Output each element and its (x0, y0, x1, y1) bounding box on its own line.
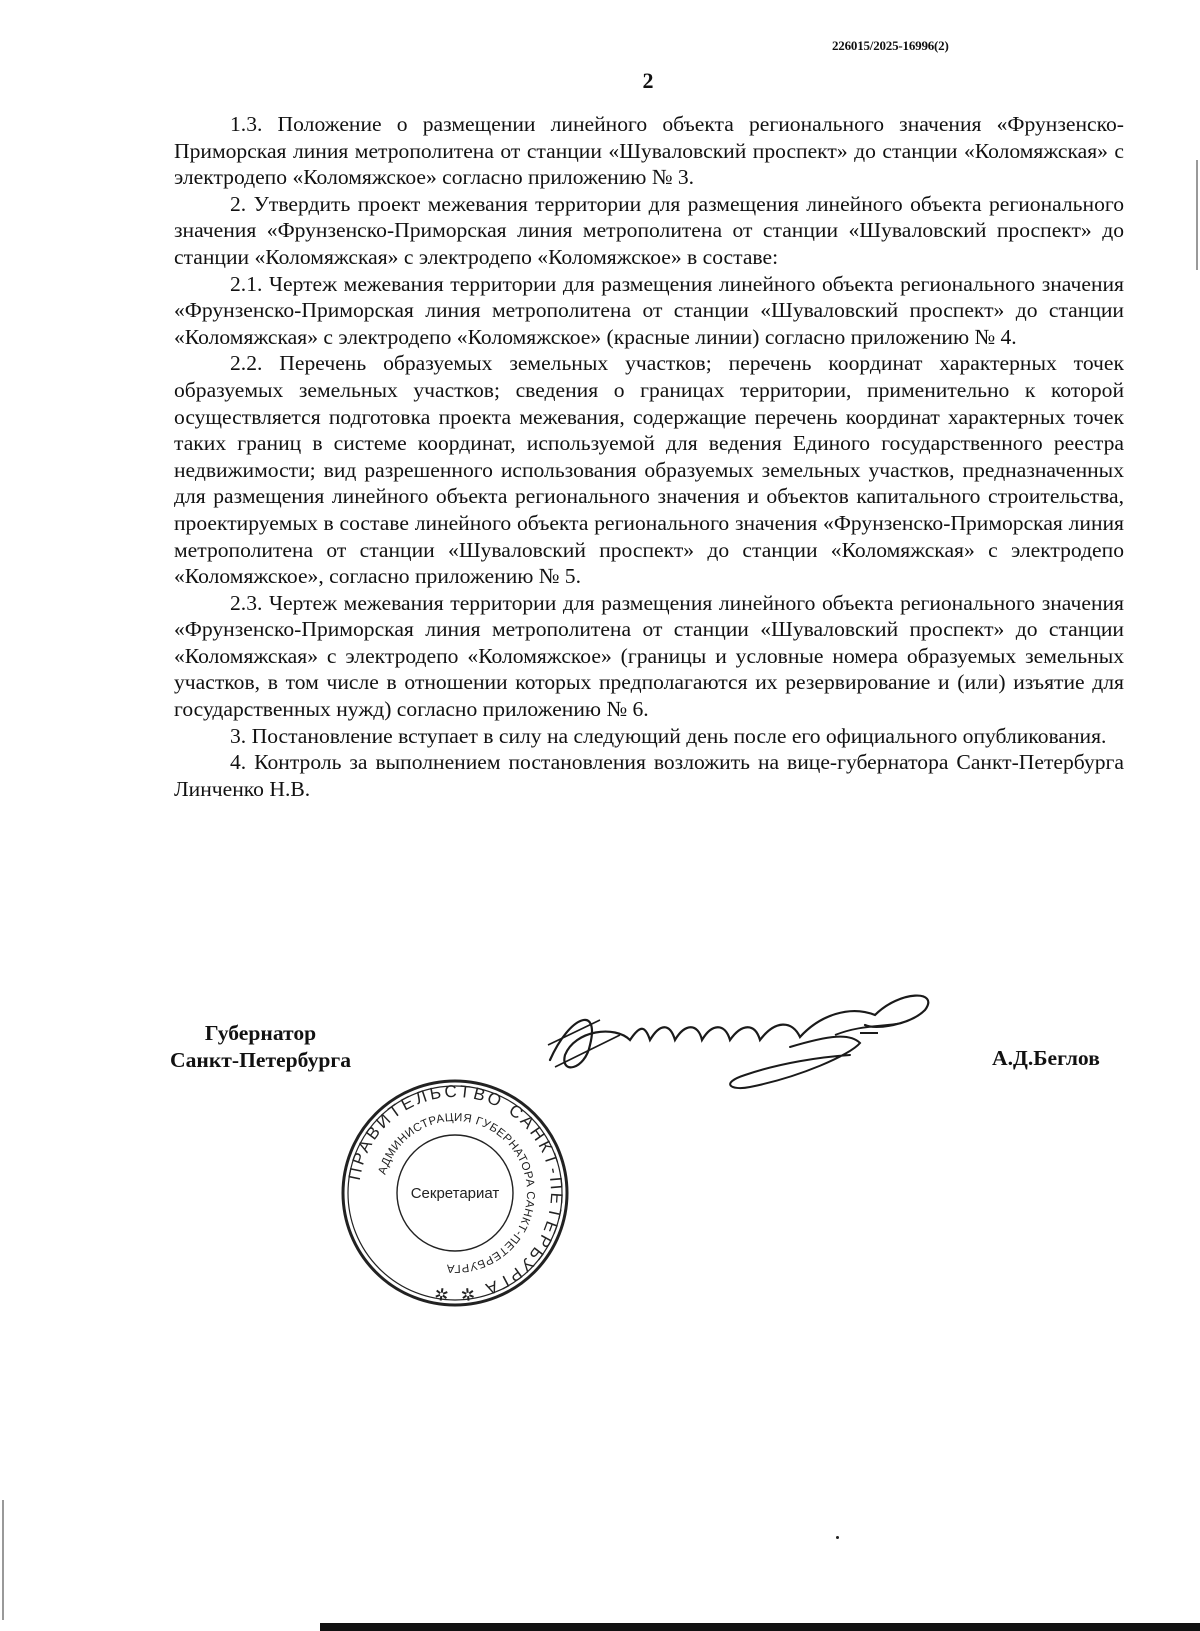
signer-title-line1: Губернатор (204, 1021, 317, 1045)
scan-bottom-edge (320, 1623, 1200, 1631)
right-margin-mark (1196, 160, 1198, 270)
signer-title (170, 1020, 351, 1074)
paragraph-1-3: 1.3. Положение о размещении линейного объекта регионального значения «Фрунзенско-Приморская линия метрополитена от станции «Шуваловский проспект» до станции «Коломяжская» с электродепо «Коломяжское» согласно приложению № 3. (174, 112, 1124, 190)
left-margin-mark (2, 1500, 4, 1620)
paragraph-4: 4. Контроль за выполнением постановления возложить на вице-губернатора Санкт-Петербурга Линченко Н.В. (174, 750, 1124, 801)
paragraph-2-3: 2.3. Чертеж межевания территории для размещения линейного объекта регионального значения «Фрунзенско-Приморская линия метрополитена от станции «Шуваловский проспект» до станции «Коломяжская» с электродепо «Коломяжское» (границы и условные номера образуемых земельных участков, в том числе в отношении которых предполагаются их резервирование и (или) изъятие для государственных нужд) согласно приложению № 6. (174, 590, 1124, 722)
paragraph-2-2: 2.2. Перечень образуемых земельных участков; перечень координат характерных точек образуемых земельных участков; сведения о границах территории, применительно к которой осуществляется подготовка проекта межевания, содержащие перечень координат характерных точек таких границ в системе координат, используемой для ведения Единого государственного реестра недвижимости; вид разрешенного использования образуемых земельных участков, предназначенных для размещения линейного объекта регионального значения и объектов капитального строительства, проектируемых в составе линейного объекта регионального значения «Фрунзенско-Приморская линия метрополитена от станции «Шуваловский проспект» до станции «Коломяжская» с электродепо «Коломяжское», согласно приложению № 5. (174, 351, 1124, 589)
paragraph-2-1: 2.1. Чертеж межевания территории для размещения линейного объекта регионального значения «Фрунзенско-Приморская линия метрополитена от станции «Шуваловский проспект» до станции «Коломяжская» с электродепо «Коломяжское» (красные линии) согласно приложению № 4. (174, 271, 1124, 349)
signer-title-line2: Санкт-Петербурга (170, 1048, 352, 1072)
signer-name: А.Д.Беглов (992, 1046, 1100, 1070)
page-number: 2 (642, 68, 654, 93)
svg-text:АДМИНИСТРАЦИЯ ГУБЕРНАТОРА САНК: АДМИНИСТРАЦИЯ ГУБЕРНАТОРА САНКТ-ПЕТЕРБУРГА (376, 1111, 537, 1275)
paragraph-2: 2. Утвердить проект межевания территории для размещения линейного объекта регионального значения «Фрунзенско-Приморская линия метрополитена от станции «Шуваловский проспект» до станции «Коломяжская» с электродепо «Коломяжское» в составе: (174, 191, 1124, 269)
svg-text:ПРАВИТЕЛЬСТВО САНКТ-ПЕТЕРБУРГА: ПРАВИТЕЛЬСТВО САНКТ-ПЕТЕРБУРГА ✲ ✲ (344, 1081, 567, 1305)
document-number: 226015/2025-16996(2) (832, 38, 949, 53)
official-seal (340, 1078, 570, 1308)
handwritten-signature (530, 985, 990, 1105)
svg-text:Секретариат: Секретариат (410, 1185, 500, 1202)
document-body (174, 111, 1124, 802)
paragraph-3: 3. Постановление вступает в силу на следующий день после его официального опубликования. (230, 723, 1107, 748)
scan-artifact-dot (836, 1536, 839, 1539)
